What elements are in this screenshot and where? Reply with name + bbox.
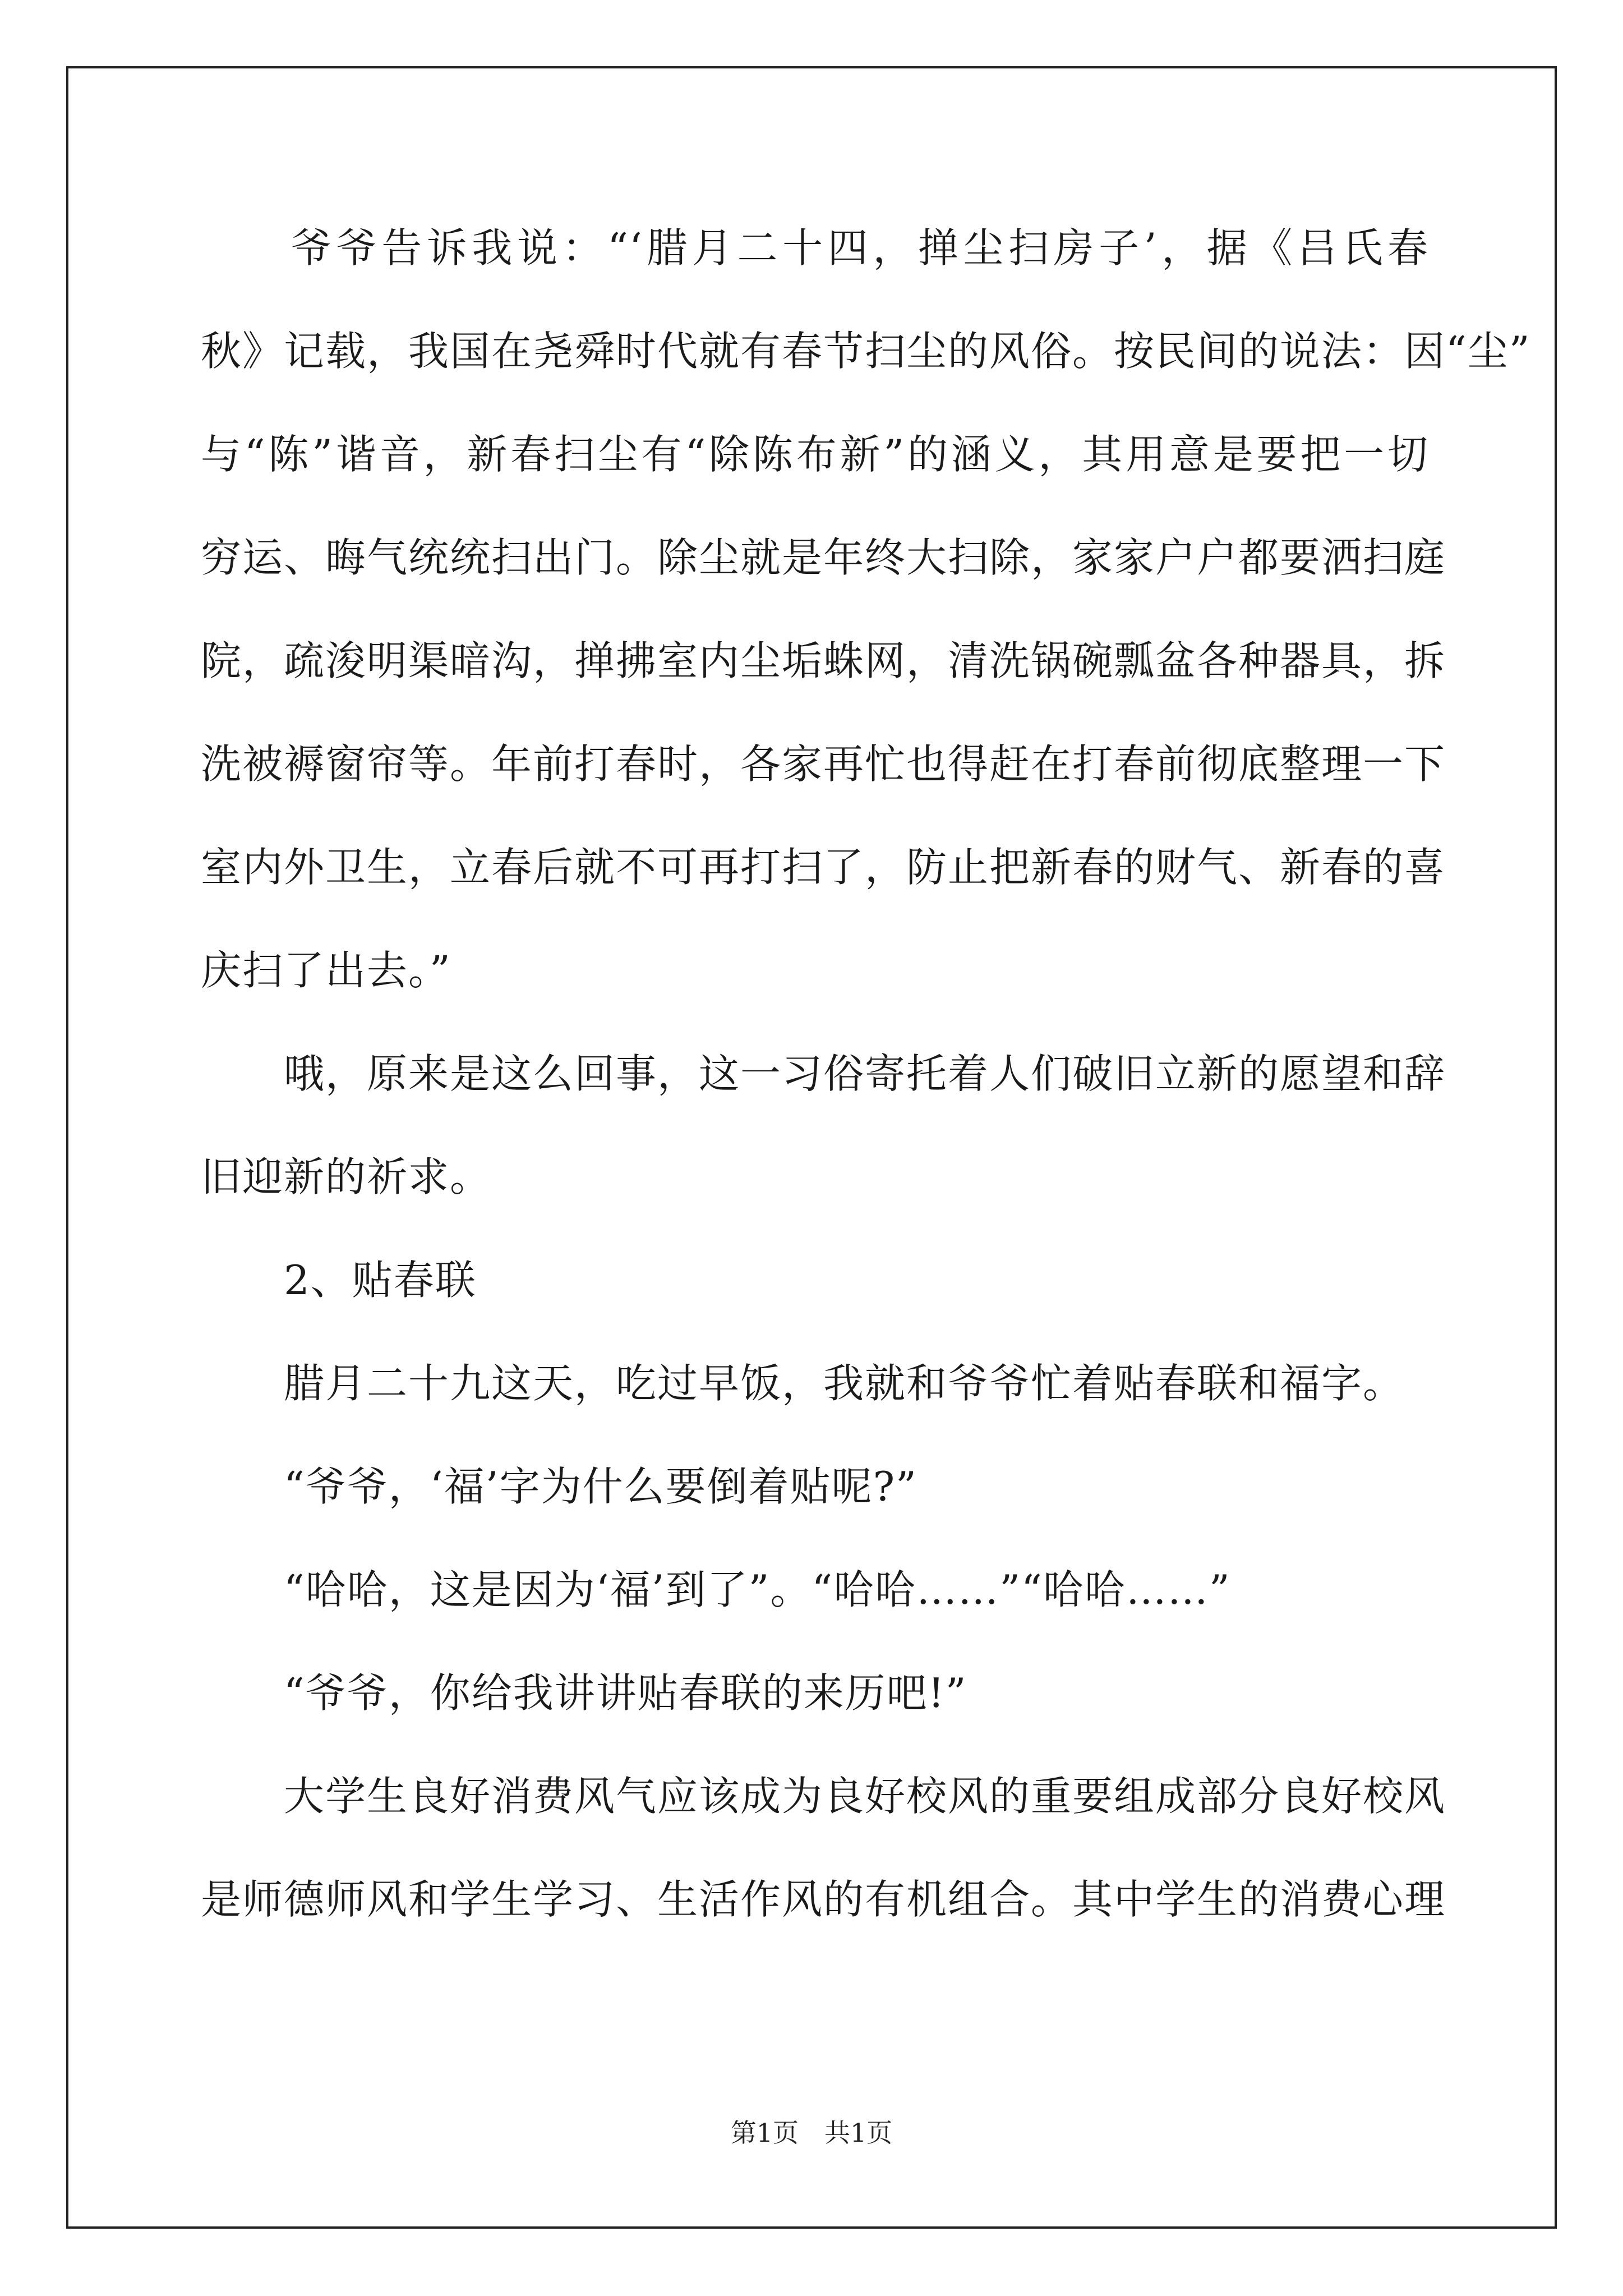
text-line: 秋》记载，我国在尧舜时代就有春节扫尘的风俗。按民间的说法：因“尘”	[201, 328, 1531, 375]
text-line: 大学生良好消费风气应该成为良好校风的重要组成部分良好校风	[201, 1773, 1446, 1820]
text-line: 旧迎新的祈求。	[201, 1153, 492, 1200]
text-line: 腊月二十九这天，吃过早饭，我就和爷爷忙着贴春联和福字。	[201, 1360, 1405, 1407]
text-line: 爷爷告诉我说：“‘腊月二十四，掸尘扫房子’，据《吕氏春	[201, 224, 1429, 272]
text-line: 穷运、晦气统统扫出门。除尘就是年终大扫除，家家户户都要洒扫庭	[201, 534, 1446, 581]
text-line: 庆扫了出去。”	[201, 947, 451, 994]
text-line: 院，疏浚明渠暗沟，掸拂室内尘垢蛛网，清洗锅碗瓢盆各种器具，拆	[201, 637, 1446, 684]
text-line: 是师德师风和学生学习、生活作风的有机组合。其中学生的消费心理	[201, 1876, 1446, 1923]
page-footer: 第1页 共1页	[730, 2118, 893, 2148]
text-line: 哦，原来是这么回事，这一习俗寄托着人们破旧立新的愿望和辞	[201, 1050, 1446, 1097]
text-line: “爷爷，‘福’字为什么要倒着贴呢?”	[201, 1463, 917, 1510]
section-heading: 2、贴春联	[201, 1257, 477, 1304]
text-line: 洗被褥窗帘等。年前打春时，各家再忙也得赶在打春前彻底整理一下	[201, 740, 1446, 788]
text-line: “哈哈，这是因为‘福’到了”。“哈哈……”“哈哈……”	[201, 1566, 1231, 1613]
text-line: 与“陈”谐音，新春扫尘有“除陈布新”的涵义，其用意是要把一切	[201, 431, 1429, 478]
text-line: “爷爷，你给我讲讲贴春联的来历吧!”	[201, 1669, 967, 1717]
text-line: 室内外卫生，立春后就不可再打扫了，防止把新春的财气、新春的喜	[201, 844, 1446, 891]
